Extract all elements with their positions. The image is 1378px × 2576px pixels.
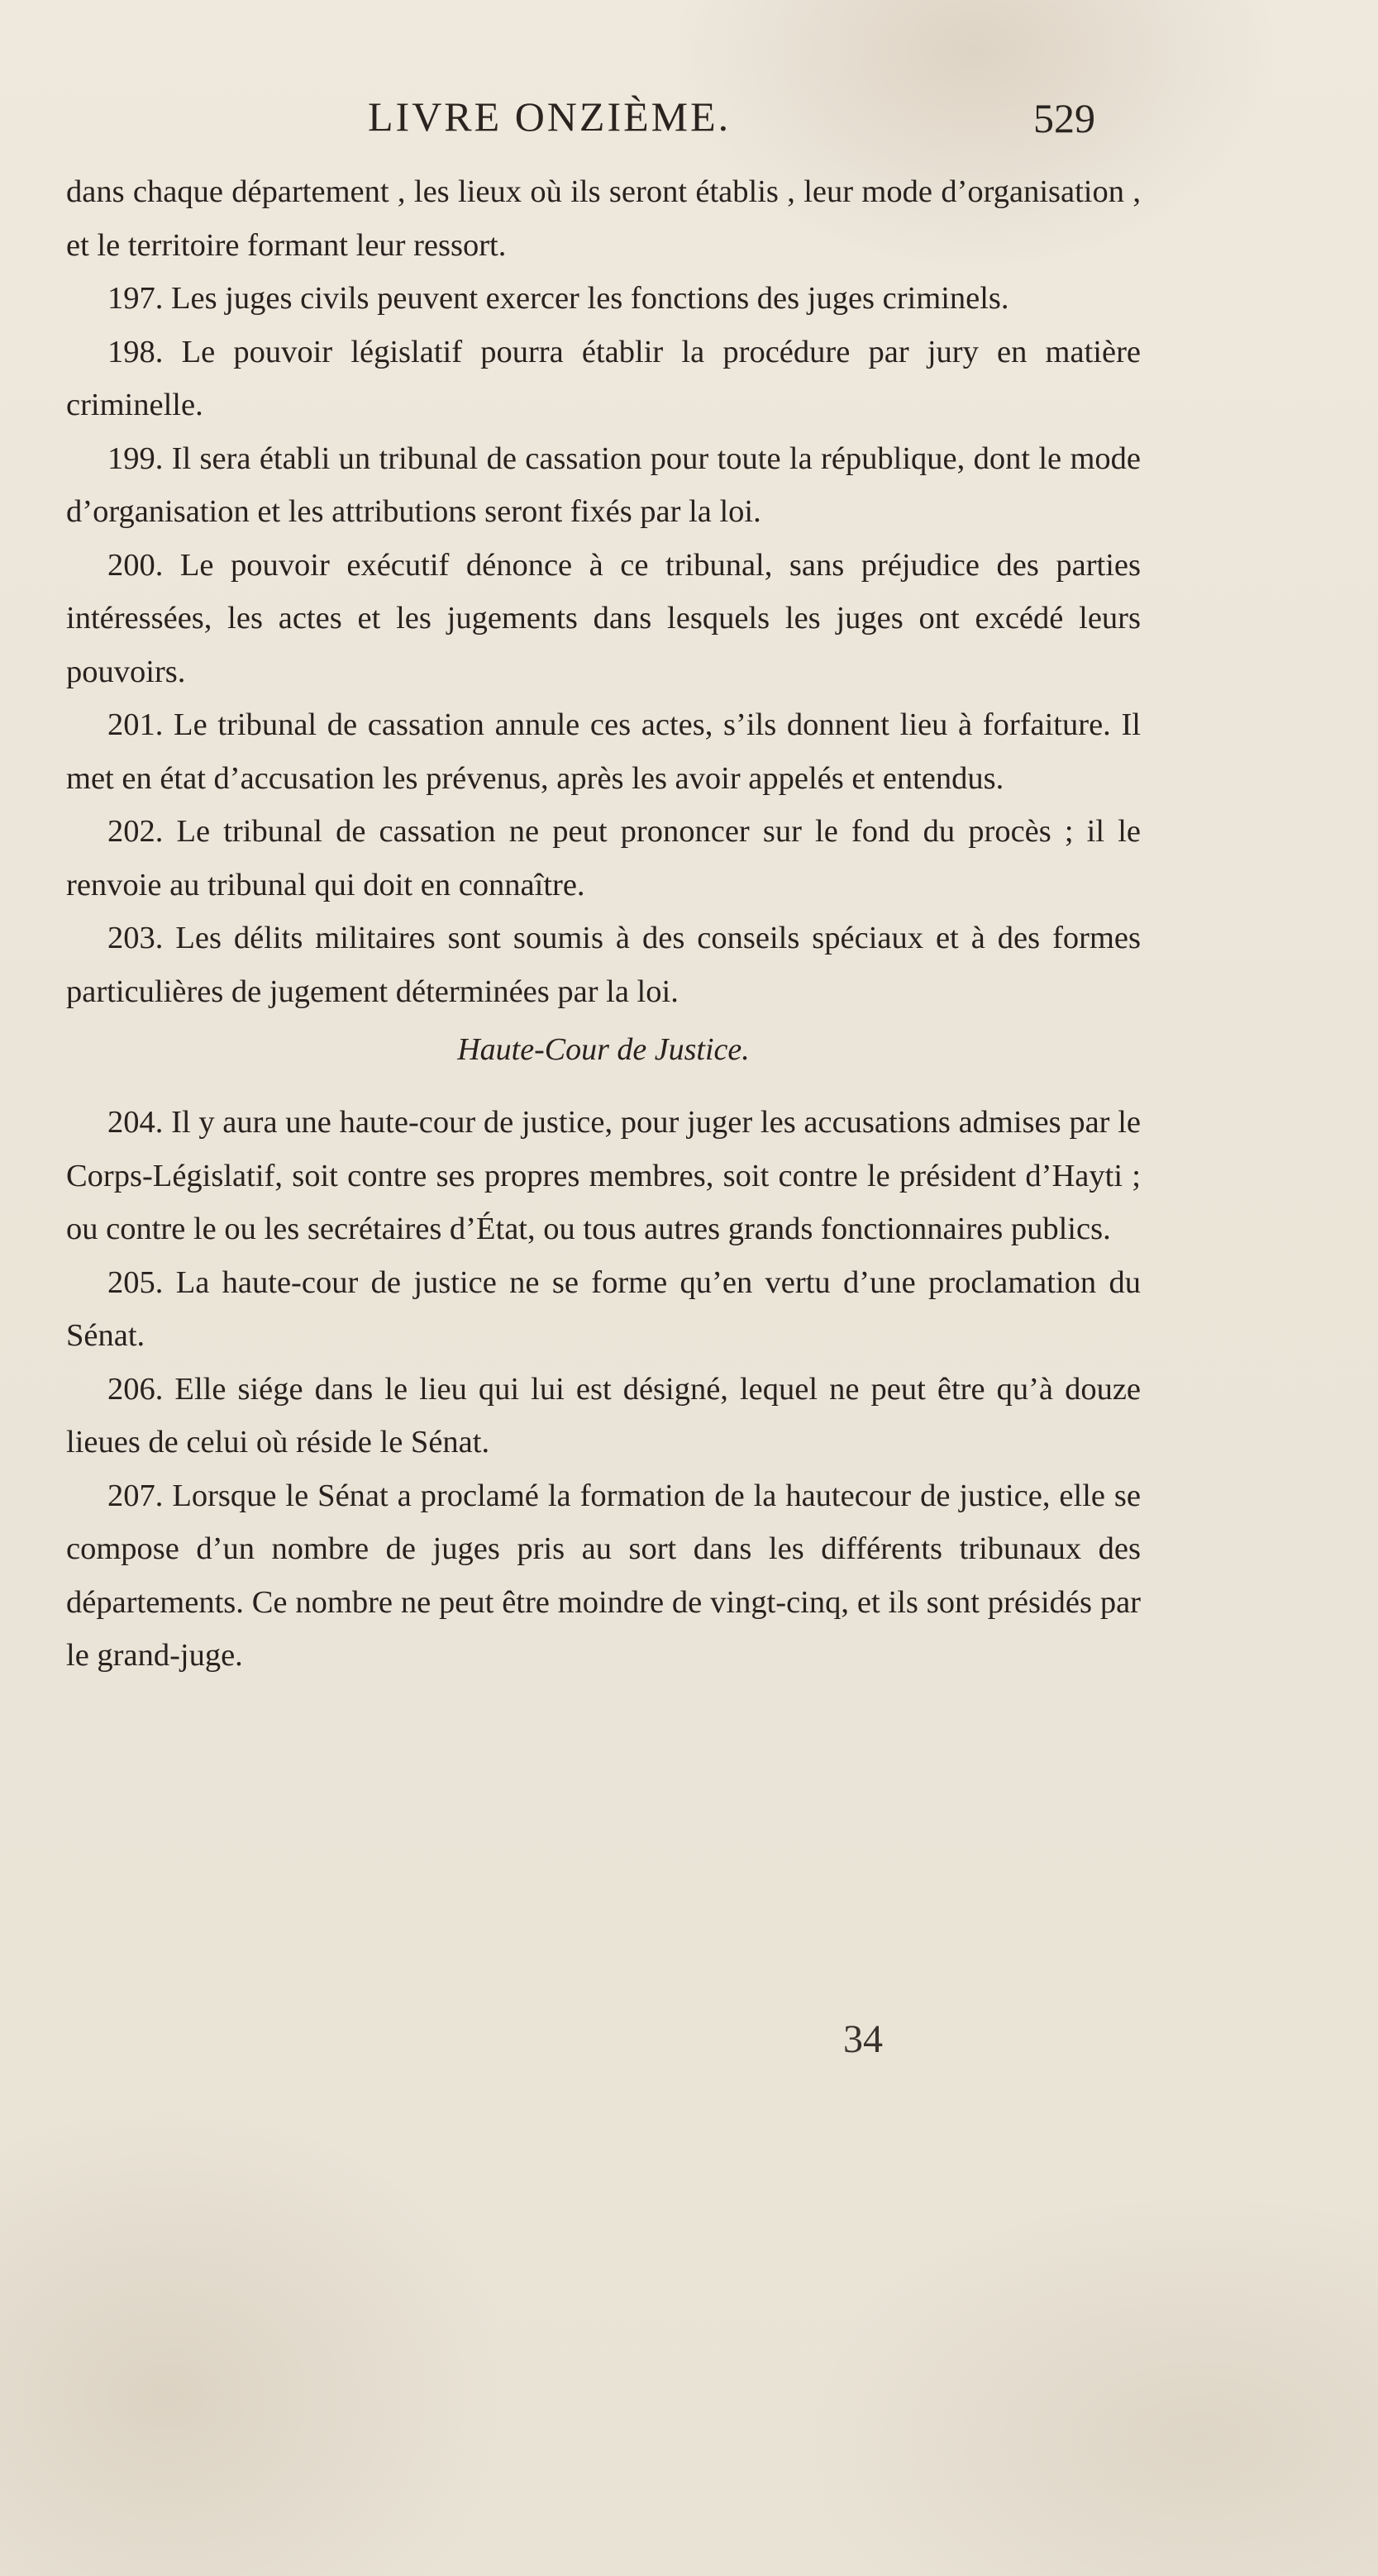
- running-head: [74, 83, 1141, 149]
- article-198: 198. Le pouvoir législatif pourra établir la procédure par jury en matière criminelle.: [66, 334, 1141, 422]
- page-number: 529: [1033, 95, 1095, 141]
- article-203: 203. Les délits militaires sont soumis à des conseils spéciaux et à des formes particulières de jugement déterminées par la loi.: [66, 921, 1141, 1009]
- article-205: 205. La haute-cour de justice ne se forme qu’en vertu d’une proclamation du Sénat.: [66, 1264, 1141, 1353]
- article-207: 207. Lorsque le Sénat a proclamé la formation de la hautecour de justice, elle se compose d’un nombre de juges pris au sort dans les différents tribunaux des départements. Ce nombre ne peut être moindre de vingt-cinq, et ils sont présidés par le grand-juge.: [66, 1478, 1141, 1673]
- running-title: LIVRE ONZIÈME.: [368, 93, 732, 140]
- paragraph-continuation: dans chaque département , les lieux où ils seront établis , leur mode d’organisation , et le territoire formant leur ressort.: [66, 174, 1141, 263]
- article-197: 197. Les juges civils peuvent exercer les fonctions des juges criminels.: [107, 281, 1009, 316]
- body-text: [66, 165, 1141, 1683]
- article-201: 201. Le tribunal de cassation annule ces actes, s’ils donnent lieu à forfaiture. Il met en état d’accusation les prévenus, après les avoir appelés et entendus.: [66, 707, 1141, 796]
- article-202: 202. Le tribunal de cassation ne peut prononcer sur le fond du procès ; il le renvoie au tribunal qui doit en connaître.: [66, 814, 1141, 902]
- article-199: 199. Il sera établi un tribunal de cassation pour toute la république, dont le mode d’organisation et les attributions seront fixés par la loi.: [66, 440, 1141, 529]
- article-200: 200. Le pouvoir exécutif dénonce à ce tribunal, sans préjudice des parties intéressées, les actes et les jugements dans lesquels les juges ont excédé leurs pouvoirs.: [66, 547, 1141, 689]
- signature-mark: 34: [843, 2017, 883, 2061]
- article-204: 204. Il y aura une haute-cour de justice, pour juger les accusations admises par le Corps-Législatif, soit contre ses propres membres, soit contre le président d’Hayti ; ou contre le ou les secrétaires d’État, ou tous autres grands fonctionnaires publics.: [66, 1105, 1141, 1246]
- article-206: 206. Elle siége dans le lieu qui lui est désigné, lequel ne peut être qu’à douze lieues de celui où réside le Sénat.: [66, 1371, 1141, 1459]
- section-heading: Haute-Cour de Justice.: [457, 1032, 750, 1067]
